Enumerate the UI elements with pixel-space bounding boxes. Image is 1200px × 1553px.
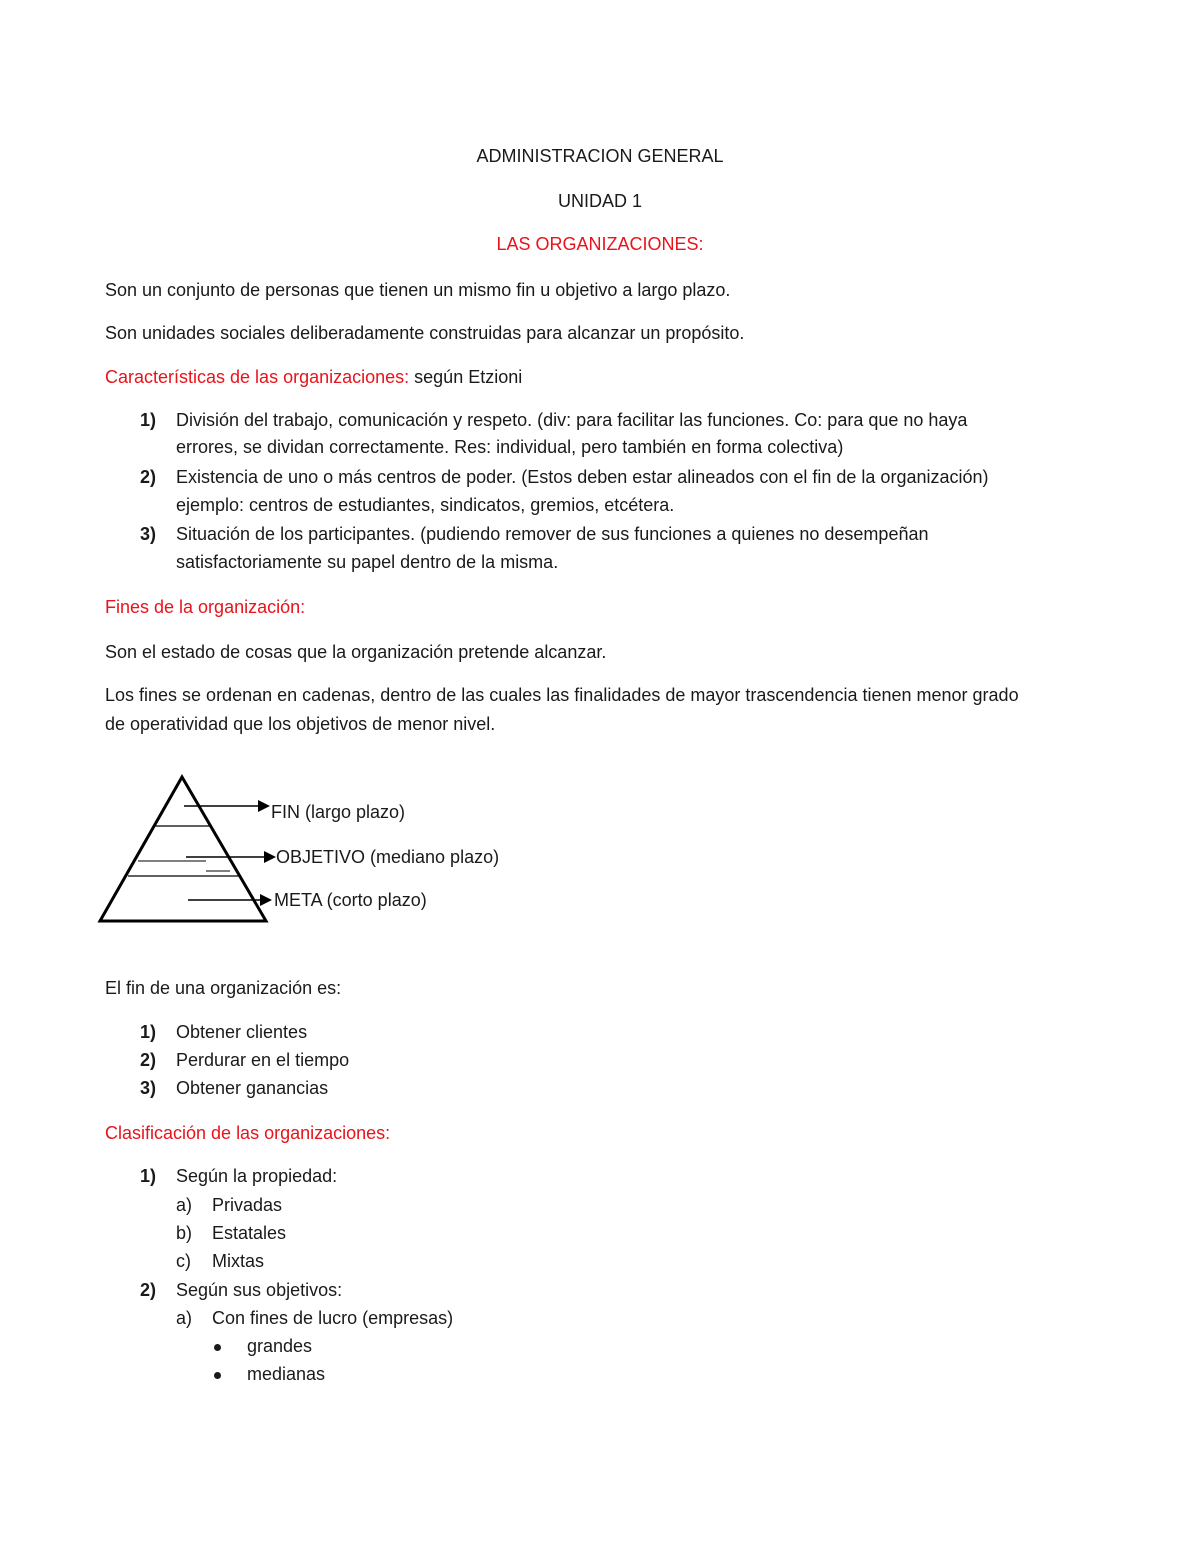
paragraph-fines-1: Son el estado de cosas que la organización pretende alcanzar.: [105, 642, 607, 662]
pyramid-label-fin: FIN (largo plazo): [271, 802, 406, 822]
list-item-line: satisfactoriamente su papel dentro de la misma.: [176, 552, 559, 572]
list-number: 2): [140, 467, 157, 487]
sub-item: Estatales: [212, 1223, 287, 1243]
pyramid-label-objetivo: OBJETIVO (mediano plazo): [276, 847, 500, 867]
fines-heading: Fines de la organización:: [105, 597, 306, 617]
sub-letter: a): [176, 1195, 193, 1215]
list-number: 2): [140, 1050, 157, 1070]
list-item: Obtener ganancias: [176, 1078, 329, 1098]
list-item: Obtener clientes: [176, 1022, 308, 1042]
list-item: Según sus objetivos:: [176, 1280, 343, 1300]
sub-item: Privadas: [212, 1195, 283, 1215]
list-number: 1): [140, 1022, 157, 1042]
bullet-item: medianas: [247, 1364, 326, 1384]
pyramid-diagram: [90, 765, 550, 935]
sub-letter: b): [176, 1223, 193, 1243]
list-item-line: Situación de los participantes. (pudiendo remover de sus funciones a quienes no desempeñan: [176, 524, 929, 544]
bullet-icon: [214, 1344, 221, 1351]
classification-heading: Clasificación de las organizaciones:: [105, 1123, 391, 1143]
list-number: 3): [140, 1078, 157, 1098]
sub-item: Con fines de lucro (empresas): [212, 1308, 454, 1328]
list-item: Perdurar en el tiempo: [176, 1050, 350, 1070]
arrow-meta-head: [260, 894, 272, 906]
list-item-line: errores, se dividan correctamente. Res: individual, pero también en forma colectiva): [176, 437, 844, 457]
list-item-line: División del trabajo, comunicación y respeto. (div: para facilitar las funciones. Co: para que no haya: [176, 410, 968, 430]
section-heading-organizaciones: LAS ORGANIZACIONES:: [496, 234, 704, 254]
arrow-objetivo-head: [264, 851, 276, 863]
pyramid-label-meta: META (corto plazo): [274, 890, 427, 910]
list-number: 1): [140, 410, 157, 430]
list-number: 2): [140, 1280, 157, 1300]
arrow-fin-head: [258, 800, 270, 812]
paragraph-fines-2-line2: de operatividad que los objetivos de menor nivel.: [105, 714, 496, 734]
bullet-icon: [214, 1372, 221, 1379]
paragraph-definition-1: Son un conjunto de personas que tienen un mismo fin u objetivo a largo plazo.: [105, 280, 731, 300]
list-item-line: Existencia de uno o más centros de poder. (Estos deben estar alineados con el fin de la organización): [176, 467, 989, 487]
list-item: Según la propiedad:: [176, 1166, 338, 1186]
characteristics-heading: [105, 367, 522, 388]
characteristics-heading-source: según Etzioni: [409, 367, 523, 387]
unit-heading: UNIDAD 1: [557, 191, 642, 211]
list-number: 3): [140, 524, 157, 544]
sub-letter: c): [176, 1251, 191, 1271]
list-item-line: ejemplo: centros de estudiantes, sindicatos, gremios, etcétera.: [176, 495, 675, 515]
characteristics-heading-label: Características de las organizaciones:: [105, 367, 410, 387]
fin-intro: El fin de una organización es:: [105, 978, 342, 998]
list-number: 1): [140, 1166, 157, 1186]
paragraph-fines-2-line1: Los fines se ordenan en cadenas, dentro de las cuales las finalidades de mayor trascendencia tienen menor grado: [105, 685, 1019, 705]
paragraph-definition-2: Son unidades sociales deliberadamente construidas para alcanzar un propósito.: [105, 323, 745, 343]
sub-letter: a): [176, 1308, 193, 1328]
document-title: ADMINISTRACION GENERAL: [476, 146, 724, 166]
bullet-item: grandes: [247, 1336, 313, 1356]
sub-item: Mixtas: [212, 1251, 265, 1271]
